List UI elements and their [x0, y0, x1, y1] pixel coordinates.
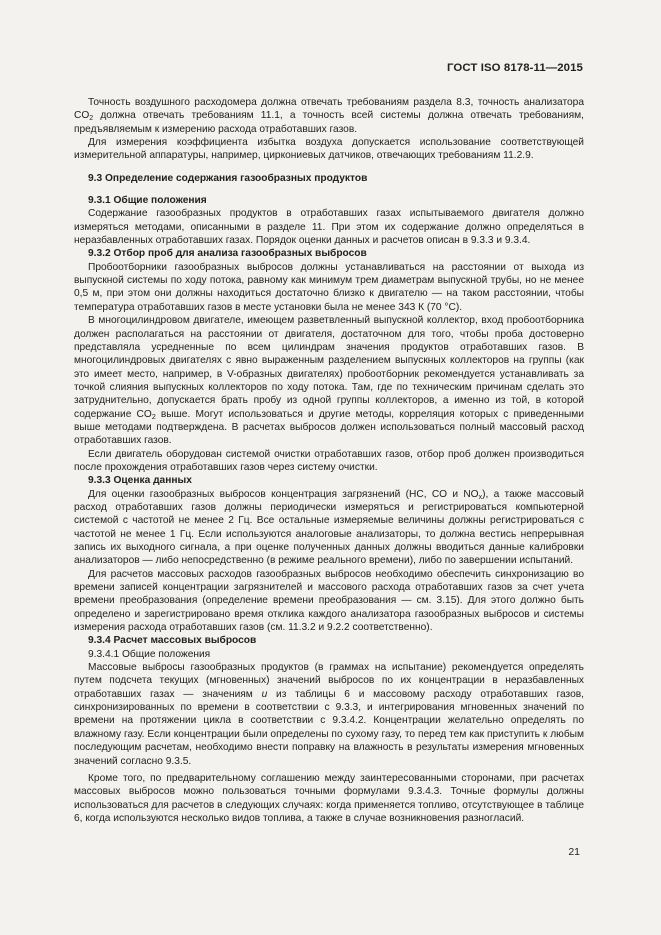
paragraph: Точность воздушного расходомера должна отвечать требованиям раздела 8.3, точность анализатора $CO_2$ должна отвечать требованиям 11.1, а точность всей системы должна отвечать требованиям, предъявляемым к измерению расхода отработавших газов. — [74, 97, 584, 135]
subsection-heading-9-3-3: 9.3.3 Оценка данных — [88, 475, 192, 487]
paragraph: В многоцилиндровом двигателе, имеющем разветвленный выпускной коллектор, вход пробоотборника должен располагаться на расстоянии от двигателя, достаточном для того, чтобы проба достоверно представляла усредненные по всем цилиндрам значения продуктов отработавших газов. В многоцилиндровых двигателях с явно выраженным разделением выпускных коллекторов на группы (как это имеет место, например, в V-образных двигателях) пробоотборник рекомендуется устанавливать за точкой слияния выпускных коллекторов по ходу потока. Там, где по техническим причинам сделать это затруднительно, допускается брать пробу из одной группы коллекторов, а именно из той, в которой содержание $CO_2$ выше. Могут использоваться и другие методы, корреляция которых с приведенными выше методами подтверждена. В расчетах выбросов должен использоваться полный массовый расход отработавших газов. — [74, 315, 584, 447]
paragraph: Пробоотборники газообразных выбросов должны устанавливаться на расстоянии от выхода из выпускной системы по ходу потока, равному как минимум трем диаметрам выпускной трубы, но не менее 0,5 м, при этом они должны находиться достаточно близко к двигателю — на таком расстоянии, чтобы температура отработавших газов в месте установки была не менее 343 К (70 °С). — [74, 261, 584, 313]
paragraph: Если двигатель оборудован системой очистки отработавших газов, отбор проб должен производиться после прохождения отработавших газов через систему очистки. — [74, 448, 584, 473]
subsection-heading-9-3-2: 9.3.2 Отбор проб для анализа газообразных выбросов — [88, 248, 367, 260]
paragraph: Для расчетов массовых расходов газообразных выбросов необходимо обеспечить синхронизацию во времени записей концентрации загрязнителей и массового расхода отработавших газов за счет учета времени преобразования (определение времени преобразования — см. 3.15). Для этого должно быть определено и зарегистрировано время отклика каждого анализатора газообразных выбросов и системы измерения расхода отработавших газов (см. 11.3.2 и 9.2.2 соответственно). — [74, 568, 584, 634]
standard-designation: ГОСТ ISO 8178-11—2015 — [446, 62, 583, 74]
paragraph: Кроме того, по предварительному соглашению между заинтересованными сторонами, при расчетах массовых выбросов можно пользоваться точными формулами 9.3.4.3. Точные формулы должны использоваться для расчетов в следующих случаях: когда применяется топливо, отсутствующее в таблице 6, когда используются несколько видов топлива, а также в случае возникновения разногласий. — [74, 772, 584, 824]
subsection-heading-9-3-4-1: 9.3.4.1 Общие положения — [88, 648, 211, 660]
section-heading-9-3: 9.3 Определение содержания газообразных продуктов — [88, 172, 368, 184]
paragraph: Содержание газообразных продуктов в отработавших газах испытываемого двигателя должно измеряться методами, описанными в разделе 11. При этом их содержание должно определяться в неразбавленных отработавших газах. Порядок оценки данных и расчетов описан в 9.3.3 и 9.3.4. — [74, 208, 584, 247]
paragraph: Для измерения коэффициента избытка воздуха допускается использование соответствующей измерительной аппаратуры, например, циркониевых датчиков, отвечающих требованиям 11.2.9. — [74, 137, 584, 162]
subsection-heading-9-3-1: 9.3.1 Общие положения — [88, 195, 207, 207]
page-body — [74, 96, 584, 825]
subsection-heading-9-3-4: 9.3.4 Расчет массовых выбросов — [88, 635, 257, 647]
page-number: 21 — [568, 846, 580, 858]
paragraph: Массовые выбросы газообразных продуктов (в граммах на испытание) рекомендуется определять путем подсчета текущих (мгновенных) значений выбросов по их концентрации в неразбавленных отработавших газах — значениям u из таблицы 6 и массовому расходу отработавших газов, синхронизированных по времени в соответствии с 9.3.3, и интегрирования мгновенных значений по времени на протяжении цикла в соответствии с 9.3.4.2. Концентрации желательно определять по влажному газу. Если концентрации были определены по сухому газу, то перед тем как приступить к любым последующим расчетам, необходимо внести поправку на влажность в результаты измерения мгновенных значений согласно 9.3.5. — [74, 662, 584, 767]
paragraph: Для оценки газообразных выбросов концентрация загрязнений (HC, CO и $NO_x$), а также массовый расход отработавших газов должны периодически измеряться и регистрироваться компьютерной системой с частотой не менее 2 Гц. Все остальные измеряемые величины должны регистрироваться с частотой не менее 1 Гц. Если используются аналоговые анализаторы, то должна вестись непрерывная запись их выходного сигнала, а при оценке полученных данных должны вводиться данные калибровки анализаторов — либо непосредственно (в режиме реального времени), либо по завершении испытаний. — [74, 488, 584, 567]
